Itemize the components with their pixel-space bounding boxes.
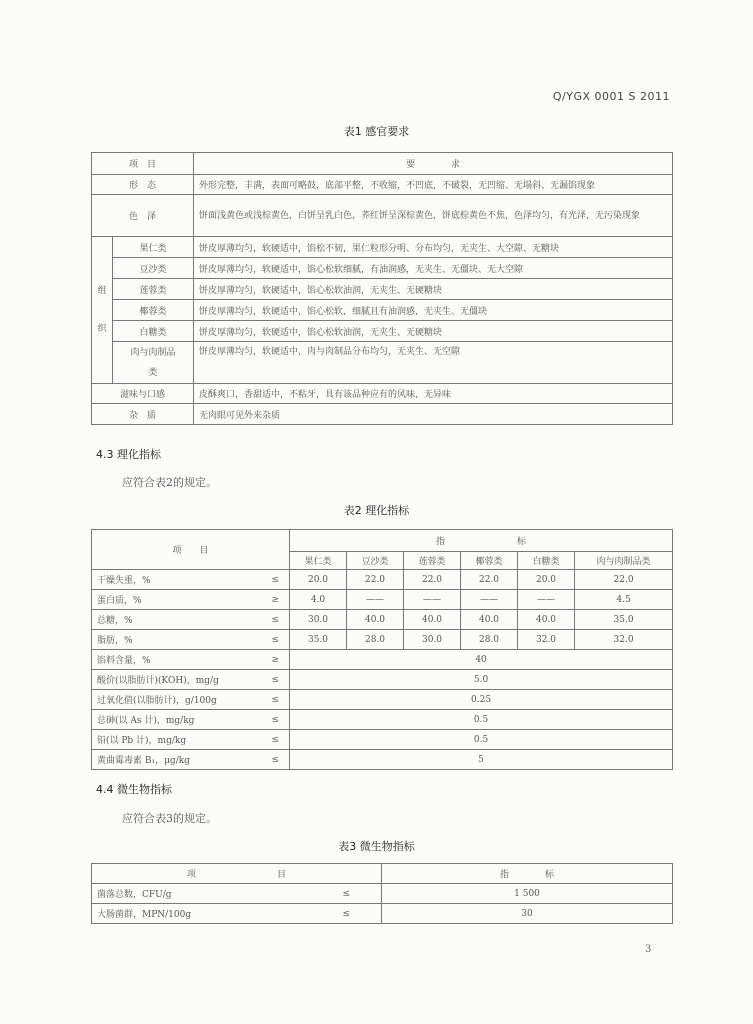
t2-row-name: 酸价(以脂肪计)(KOH)，mg/g [92,670,262,690]
table3-caption: 表3 微生物指标 [338,840,415,853]
section-4-4-title: 4.4 微生物指标 [96,783,172,796]
microbiological-table [91,863,673,924]
t3-head-item: 项 目 [92,864,382,884]
t2-col-header: 白糖类 [518,552,575,570]
t2-row-symbol: ≤ [262,670,290,690]
t1-color-label: 色 泽 [92,195,194,237]
t2-cell: 30.0 [404,630,461,650]
t2-row-name: 总砷(以 As 计)，mg/kg [92,710,262,730]
t2-merged-cell: 0.25 [290,690,673,710]
t2-row-symbol: ≤ [262,690,290,710]
t1-org-name: 椰蓉类 [113,300,194,321]
t1-impurity-value: 无肉眼可见外来杂质 [194,404,673,425]
t2-cell: —— [404,590,461,610]
t2-merged-cell: 5.0 [290,670,673,690]
t1-color-value: 饼面浅黄色或浅棕黄色，白饼呈乳白色，荞红饼呈深棕黄色，饼底棕黄色不焦，色泽均匀，有光泽，无污染现象 [194,195,673,237]
t2-row-name: 黄曲霉毒素 B₁，μg/kg [92,750,262,770]
t2-cell: 35.0 [575,610,673,630]
t1-org-value: 饼皮厚薄均匀，软硬适中，肉与肉制品分布均匀，无夹生、无空隙 [194,342,673,384]
t2-cell: 28.0 [347,630,404,650]
t2-row-symbol: ≤ [262,630,290,650]
t2-head-index: 指 标 [290,530,673,552]
t2-cell: 22.0 [575,570,673,590]
t2-cell: 22.0 [461,570,518,590]
t2-row-symbol: ≤ [262,750,290,770]
t1-taste-label: 滋味与口感 [92,384,194,404]
t2-row-name: 馅料含量，% [92,650,262,670]
t2-col-header: 椰蓉类 [461,552,518,570]
t1-org-value: 饼皮厚薄均匀，软硬适中，馅心松软，细腻且有油润感，无夹生、无僵块 [194,300,673,321]
t3-head-index: 指 标 [382,864,673,884]
t2-cell: 35.0 [290,630,347,650]
t1-org-name: 肉与肉制品类 [113,342,194,384]
t2-cell: 20.0 [290,570,347,590]
t2-cell: 20.0 [518,570,575,590]
t2-row-symbol: ≥ [262,650,290,670]
page-number: 3 [645,944,652,955]
t3-row-symbol: ≤ [312,884,382,904]
t2-cell: —— [347,590,404,610]
t1-org-value: 饼皮厚薄均匀，软硬适中，馅心松软油润，无夹生、无硬糖块 [194,279,673,300]
t1-shape-value: 外形完整，丰满，表面可略鼓，底部平整，不收缩，不凹底，不破裂，无凹缩、无塌斜、无漏馅现象 [194,175,673,195]
t2-row-symbol: ≤ [262,710,290,730]
physicochemical-table [91,529,673,770]
t2-merged-cell: 0.5 [290,730,673,750]
table2-caption: 表2 理化指标 [343,504,410,517]
t2-cell: 4.0 [290,590,347,610]
t2-head-item: 项 目 [92,530,290,570]
t2-row-symbol: ≥ [262,590,290,610]
t2-col-header: 果仁类 [290,552,347,570]
t2-cell: 32.0 [518,630,575,650]
t1-shape-label: 形 态 [92,175,194,195]
t3-row-name: 大肠菌群，MPN/100g [92,904,312,924]
t1-head-item: 项 目 [92,153,194,175]
t2-cell: 40.0 [347,610,404,630]
t2-row-name: 过氧化值(以脂肪计)，g/100g [92,690,262,710]
sensory-requirements-table [91,152,673,425]
t2-col-header: 豆沙类 [347,552,404,570]
t2-cell: 32.0 [575,630,673,650]
t2-row-name: 铅(以 Pb 计)，mg/kg [92,730,262,750]
t1-org-value: 饼皮厚薄均匀，软硬适中，馅心松软油润，无夹生、无硬糖块 [194,321,673,342]
t2-merged-cell: 0.5 [290,710,673,730]
t1-org-name: 果仁类 [113,237,194,258]
t2-row-name: 蛋白质，% [92,590,262,610]
t2-cell: 22.0 [347,570,404,590]
t1-taste-value: 皮酥爽口，香甜适中，不粘牙，具有该品种应有的风味，无异味 [194,384,673,404]
t1-org-name: 白糖类 [113,321,194,342]
t2-col-header: 肉与肉制品类 [575,552,673,570]
t2-row-symbol: ≤ [262,730,290,750]
t2-row-name: 总糖，% [92,610,262,630]
t2-row-symbol: ≤ [262,570,290,590]
t1-impurity-label: 杂 质 [92,404,194,425]
t1-org-value: 饼皮厚薄均匀，软硬适中，馅松不韧，果仁粒形分明、分布均匀，无夹生、大空隙、无糖块 [194,237,673,258]
t2-merged-cell: 40 [290,650,673,670]
t3-cell: 30 [382,904,673,924]
t2-cell: 30.0 [290,610,347,630]
t2-cell: 4.5 [575,590,673,610]
t2-cell: 40.0 [518,610,575,630]
section-4-4-text: 应符合表3的规定。 [122,812,217,825]
t3-row-name: 菌落总数，CFU/g [92,884,312,904]
t2-merged-cell: 5 [290,750,673,770]
t3-cell: 1 500 [382,884,673,904]
t2-cell: —— [461,590,518,610]
t2-cell: 40.0 [404,610,461,630]
t1-org-name: 豆沙类 [113,258,194,279]
section-4-3-title: 4.3 理化指标 [96,448,161,461]
t2-col-header: 莲蓉类 [404,552,461,570]
t2-row-name: 脂肪，% [92,630,262,650]
document-code: Q/YGX 0001 S 2011 [552,90,670,103]
t1-org-value: 饼皮厚薄均匀，软硬适中，馅心松软细腻，有油润感，无夹生、无僵块、无大空隙 [194,258,673,279]
t2-cell: 22.0 [404,570,461,590]
section-4-3-text: 应符合表2的规定。 [122,476,217,489]
t1-org-name: 莲蓉类 [113,279,194,300]
t1-head-requirement: 要 求 [194,153,673,175]
t2-cell: 28.0 [461,630,518,650]
t2-row-name: 干燥失重，% [92,570,262,590]
t2-cell: —— [518,590,575,610]
t3-row-symbol: ≤ [312,904,382,924]
t2-row-symbol: ≤ [262,610,290,630]
table1-caption: 表1 感官要求 [343,125,410,138]
t2-cell: 40.0 [461,610,518,630]
t1-organization-label: 组 织 [92,237,113,384]
